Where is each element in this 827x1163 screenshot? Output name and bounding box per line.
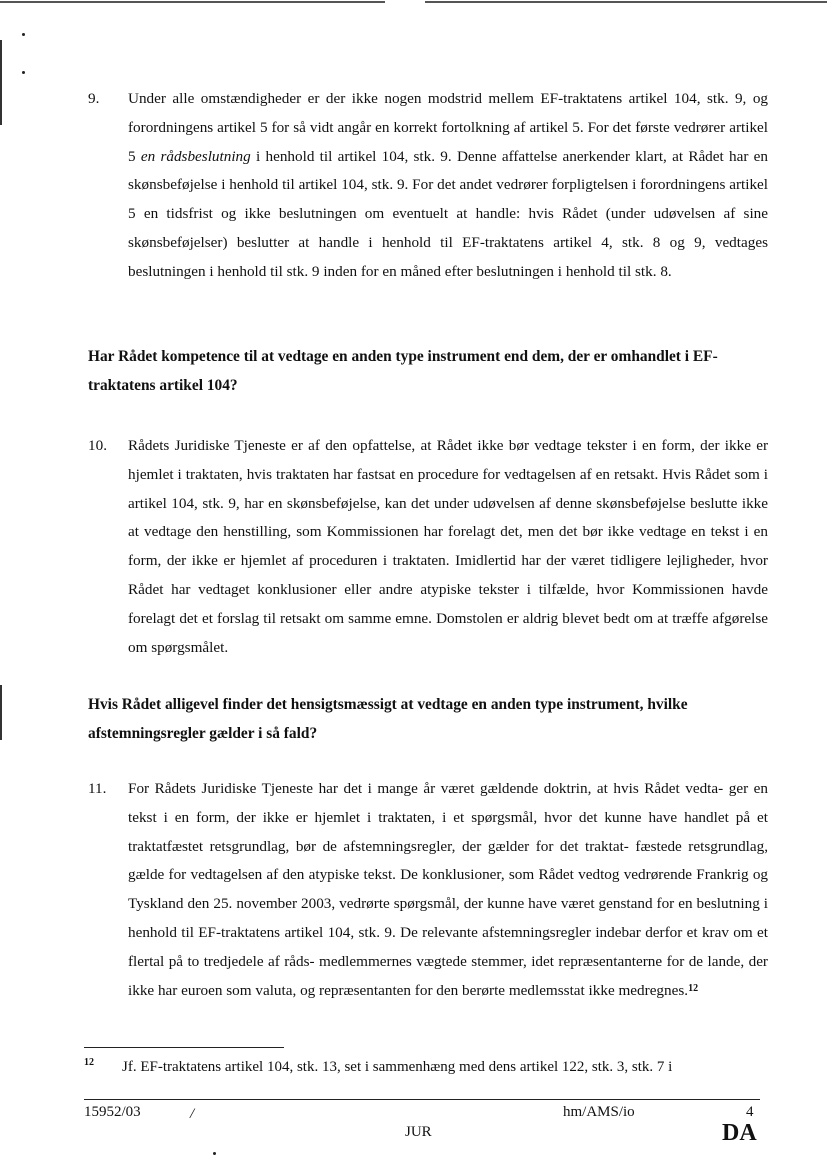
heading-line: Hvis Rådet alligevel finder det hensigtsmæssigt at vedtage en anden type instrument, hvilke	[88, 696, 688, 713]
heading-line: afstemningsregler gælder i så fald?	[88, 725, 318, 742]
text-line: fæstede retsgrundlag, gælde for vedtagelsen af den atypiske tekst. De konklusioner, som	[128, 837, 769, 884]
heading-line: Har Rådet kompetence til at vedtage en anden type instrument end dem, der er omhandlet i	[88, 348, 690, 365]
text-line: Rådet vedtog vedrørende Frankrig og Tyskland den 25. november 2003, vedrørte spørgsmål,	[128, 866, 769, 913]
scan-speck	[22, 71, 25, 74]
footer-initials: hm/AMS/io	[563, 1104, 635, 1120]
text-line: måned efter beslutningen i henhold til stk. 8.	[400, 262, 672, 280]
footer-page-number: 4	[746, 1104, 754, 1120]
text-line: skønsbeføjelse beslutte ikke at vedtage den henstilling, som Kommissionen har forelagt det,	[128, 494, 768, 541]
text-line: Hvis Rådet som i artikel 104, stk. 9, har en skønsbeføjelse, kan det under udøvelsen af denne	[128, 465, 769, 512]
footer-service: JUR	[405, 1124, 432, 1140]
text-line: handlet på et traktatfæstet retsgrundlag, bør de afstemningsregler, der gælder for det traktat-	[128, 808, 768, 855]
text-line: De relevante afstemningsregler indebar derfor et krav om et flertal på to tredjedele af råds-	[128, 923, 769, 970]
emphasis-text: en rådsbeslutning	[140, 147, 251, 165]
text-line: valuta, og repræsentanten for den berørte medlemsstat ikke medregnes.	[255, 981, 689, 999]
text-line: der kunne have været genstand for en beslutning i henhold til EF-traktatens artikel 104, stk. 9.	[128, 895, 769, 941]
paragraph-number: 10.	[88, 437, 107, 454]
scan-line-right	[425, 1, 827, 3]
footer-language-code: DA	[722, 1120, 757, 1146]
heading-line: EF-traktatens artikel 104?	[88, 348, 718, 394]
scan-line-left	[0, 1, 385, 3]
text-line: medlemmernes vægtede stemmer, idet repræsentanterne for de lande, der ikke har euroen som	[128, 952, 768, 999]
text-line: samme emne. Domstolen er aldrig blevet bedt om at træffe afgørelse om spørgsmålet.	[128, 609, 769, 656]
footnote-number: 12	[84, 1057, 94, 1068]
scan-left-edge-lower	[0, 685, 2, 740]
paragraph-body	[128, 85, 768, 287]
text-line: For Rådets Juridiske Tjeneste har det i mange år været gældende doktrin, at hvis Rådet vedta-	[128, 780, 724, 797]
footnote-text: Jf. EF-traktatens artikel 104, stk. 13, set i sammenhæng med dens artikel 122, stk. 3, stk. 7 i	[122, 1059, 673, 1075]
paragraph-number: 9.	[88, 90, 100, 107]
paragraph-10	[88, 432, 768, 662]
footnote-separator	[84, 1047, 284, 1048]
footer-mark: /	[190, 1106, 195, 1122]
footer-separator	[84, 1099, 760, 1100]
section-heading	[88, 690, 768, 748]
text-line: Imidlertid har der været tidligere lejligheder, hvor Rådet har vedtaget konklusioner eller andre	[128, 552, 768, 598]
footnote-reference[interactable]: 12	[688, 982, 699, 994]
text-line: til EF-traktatens artikel 4, stk. 8 og 9, vedtages beslutningen i henhold til stk. 9 inden for en	[128, 233, 768, 280]
text-line: ger en tekst i en form, der ikke er hjemlet i traktaten, i et spørgsmål, hvor det kunne have	[128, 780, 769, 826]
text-line: Under alle omstændigheder er der ikke nogen modstrid mellem EF-traktatens artikel 104,	[128, 90, 701, 107]
text-line: vedrører forpligtelsen i forordningens artikel 5 en tidsfrist og ikke beslutningen om eventuelt	[128, 176, 768, 223]
text-line: anerkender klart, at Rådet har en skønsbeføjelse i henhold til artikel 104, stk. 9. For det andet	[128, 147, 768, 194]
text-line: første vedrører artikel 5	[128, 118, 768, 165]
scan-left-edge	[0, 40, 2, 125]
paragraph-number: 11.	[88, 780, 107, 797]
scan-speck	[22, 33, 25, 36]
paragraph-9	[88, 85, 768, 287]
scan-top-edge	[0, 0, 827, 4]
footnote	[84, 1056, 774, 1078]
text-line: ikke er hjemlet i traktaten, hvis traktaten har fastsat en procedure for vedtagelsen af en retsakt.	[128, 437, 768, 483]
paragraph-11	[88, 775, 768, 1005]
paragraph-body	[128, 432, 768, 662]
text-line: at handle: hvis Rådet (under udøvelsen af sine skønsbeføjelser) beslutter at handle i henhold	[128, 205, 768, 251]
text-line: Rådets Juridiske Tjeneste er af den opfattelse, at Rådet ikke bør vedtage tekster i en form, der	[128, 437, 720, 454]
scan-speck	[213, 1152, 216, 1155]
footer-document-number: 15952/03	[84, 1104, 141, 1120]
text-line: atypiske tekster i tilfælde, hvor Kommissionen havde forelagt det et forslag til retsakt om	[128, 580, 768, 627]
text-line: i henhold til artikel 104, stk. 9. Denne affattelse	[250, 147, 558, 165]
section-heading	[88, 342, 768, 400]
text-line: men det bør ikke vedtage en tekst i en form, der ikke er hjemlet af proceduren i traktaten.	[128, 523, 768, 570]
text-line: stk. 9, og forordningens artikel 5 for så vidt angår en korrekt fortolkning af artikel 5. For det	[128, 90, 769, 136]
paragraph-body	[128, 775, 768, 1005]
